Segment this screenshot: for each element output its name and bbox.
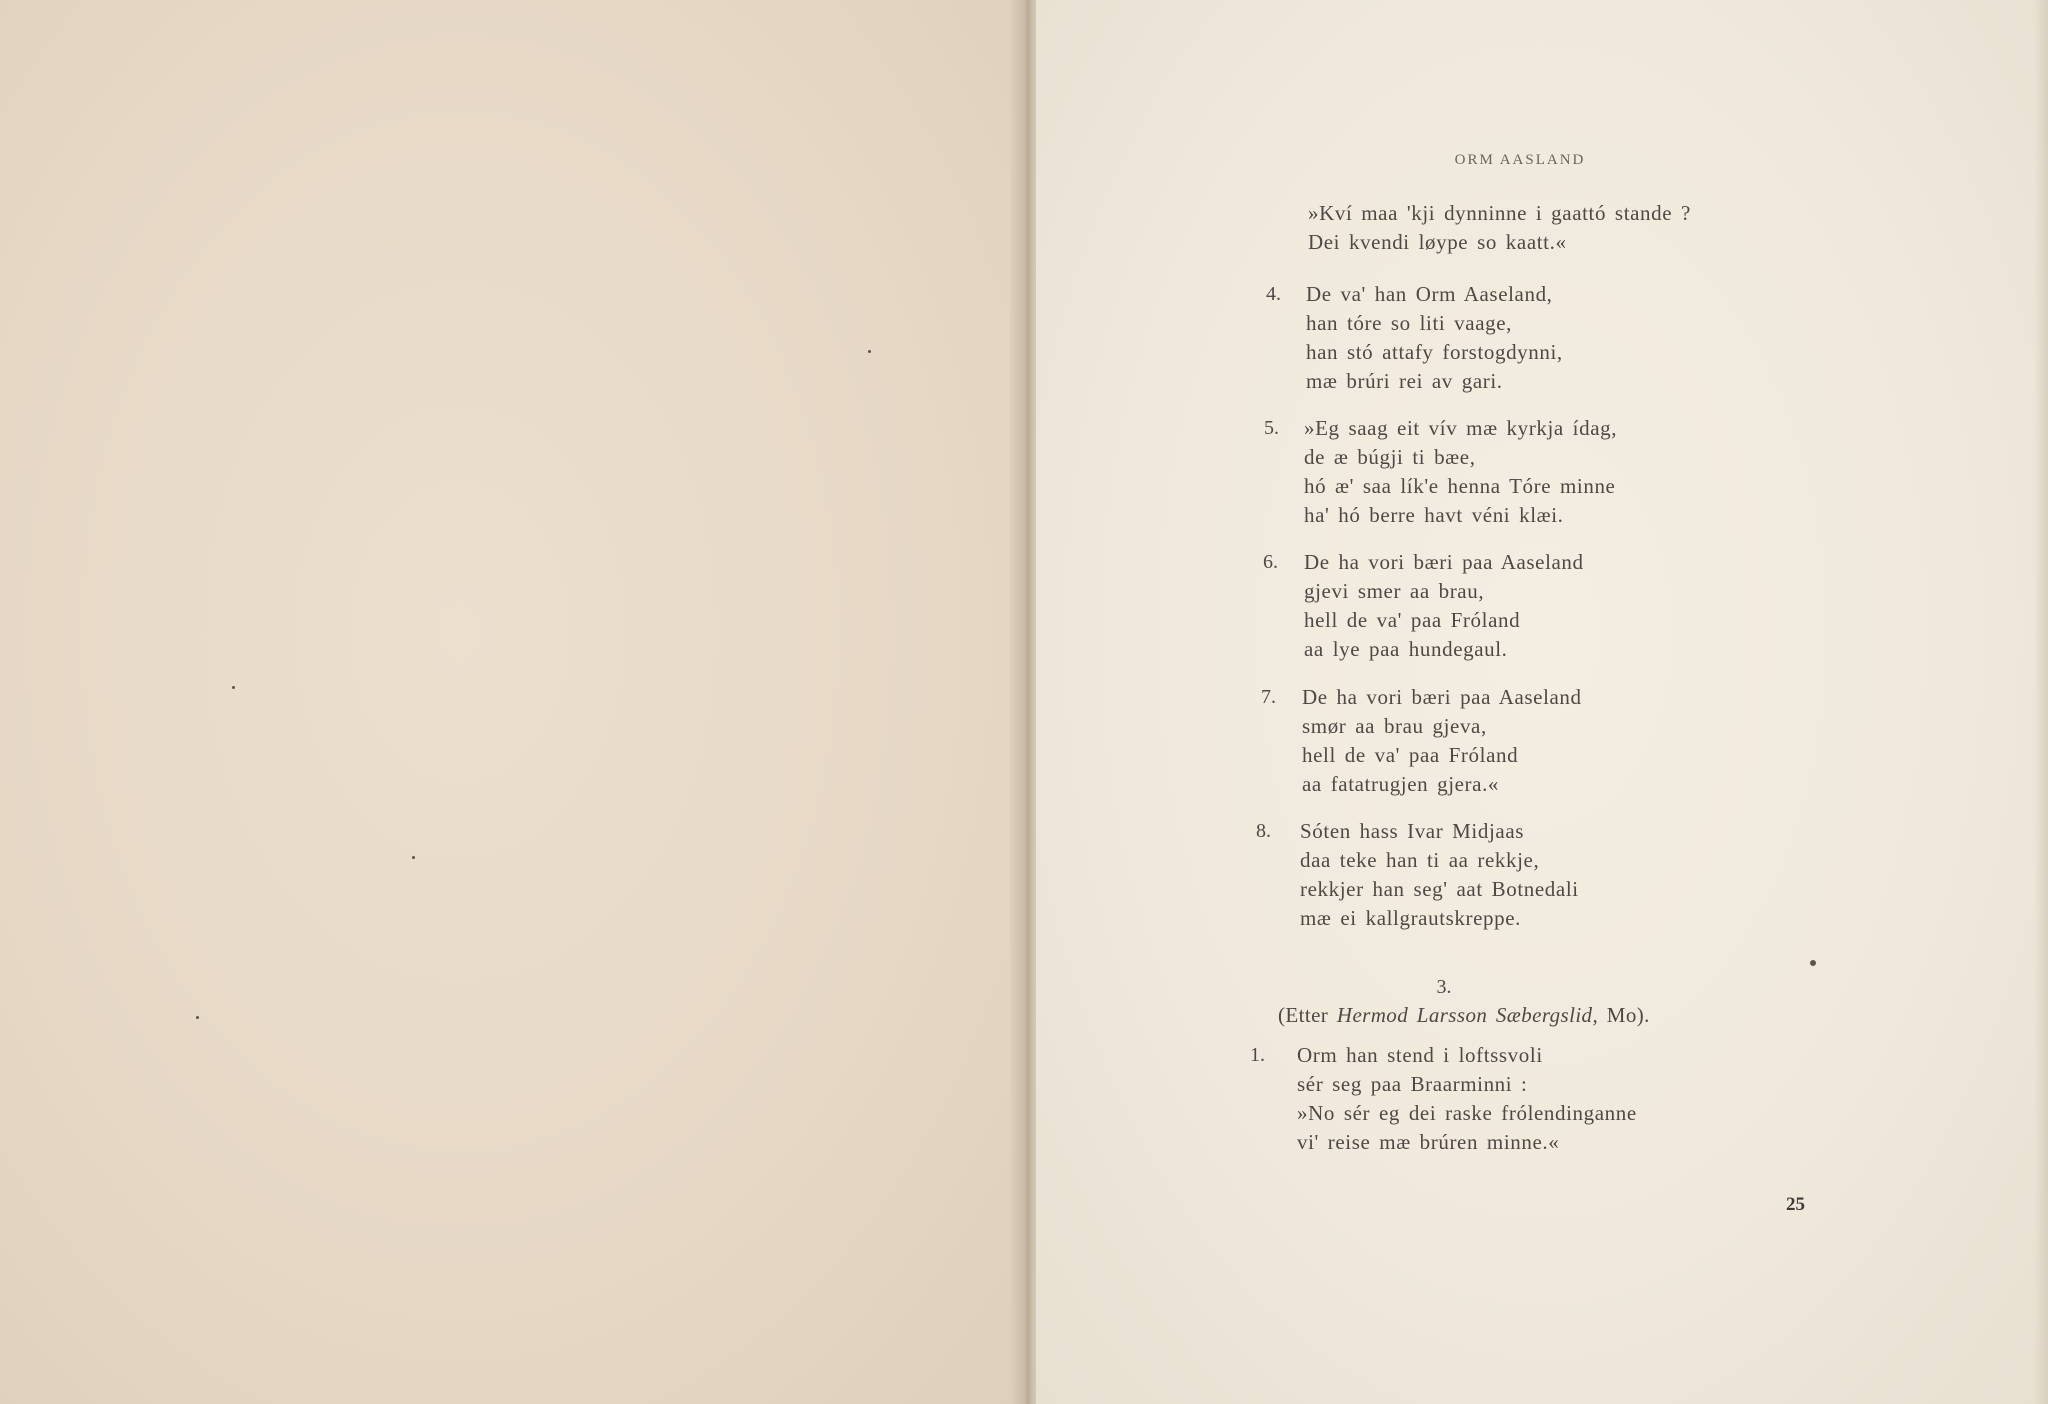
verse-line: han stó attafy forstogdynni, — [1306, 340, 1563, 364]
stanza-number: 8. — [1256, 820, 1271, 842]
verse-line: Dei kvendi løype so kaatt.« — [1308, 230, 1567, 254]
verse-line: »Eg saag eit vív mæ kyrkja ídag, — [1304, 416, 1618, 440]
left-page-blank — [0, 0, 1022, 1404]
verse-line: aa lye paa hundegaul. — [1304, 637, 1508, 661]
stanza-number: 7. — [1261, 686, 1276, 708]
attribution-suffix: Mo). — [1606, 1003, 1650, 1027]
verse-line: de æ búgji ti bæe, — [1304, 445, 1476, 469]
paper-speck — [412, 856, 415, 859]
verse-line: Orm han stend i loftssvoli — [1297, 1043, 1543, 1067]
attribution-prefix: (Etter — [1278, 1003, 1329, 1027]
verse-line: De ha vori bæri paa Aaseland — [1302, 685, 1582, 709]
paper-speck — [868, 350, 871, 353]
verse-line: smør aa brau gjeva, — [1302, 714, 1487, 738]
stanza-number: 6. — [1263, 551, 1278, 573]
verse-line: De ha vori bæri paa Aaseland — [1304, 550, 1584, 574]
verse-line: mæ brúri rei av gari. — [1306, 369, 1503, 393]
verse-line: han tóre so liti vaage, — [1306, 311, 1512, 335]
stanza-number: 5. — [1264, 417, 1279, 439]
verse-line: aa fatatrugjen gjera.« — [1302, 772, 1500, 796]
verse-line: »Kví maa 'kji dynninne i gaattó stande ? — [1308, 201, 1691, 225]
running-header: ORM AASLAND — [1454, 152, 1586, 168]
paper-speck — [1810, 960, 1816, 966]
paper-speck — [196, 1016, 199, 1019]
stanza-number: 4. — [1266, 283, 1281, 305]
paper-speck — [232, 686, 235, 689]
verse-line: »No sér eg dei raske frólendinganne — [1297, 1101, 1637, 1125]
verse-line: ha' hó berre havt véni klæi. — [1304, 503, 1564, 527]
verse-line: gjevi smer aa brau, — [1304, 579, 1485, 603]
verse-line: rekkjer han seg' aat Botnedali — [1300, 877, 1579, 901]
stanza-number: 1. — [1250, 1044, 1265, 1066]
section-number: 3. — [1436, 976, 1452, 998]
verse-line: De va' han Orm Aaseland, — [1306, 282, 1553, 306]
verse-line: mæ ei kallgrautskreppe. — [1300, 906, 1521, 930]
attribution-name: Hermod Larsson Sæbergslid, — [1336, 1003, 1599, 1027]
verse-line: hell de va' paa Fróland — [1304, 608, 1521, 632]
verse-line: hell de va' paa Fróland — [1302, 743, 1519, 767]
verse-line: hó æ' saa lík'e henna Tóre minne — [1304, 474, 1616, 498]
section-attribution — [1278, 1003, 1650, 1028]
verse-line: vi' reise mæ brúren minne.« — [1297, 1130, 1560, 1154]
verse-line: sér seg paa Braarminni : — [1297, 1072, 1528, 1096]
verse-line: daa teke han ti aa rekkje, — [1300, 848, 1540, 872]
page-number: 25 — [1786, 1194, 1805, 1215]
verse-line: Sóten hass Ivar Midjaas — [1300, 819, 1525, 843]
